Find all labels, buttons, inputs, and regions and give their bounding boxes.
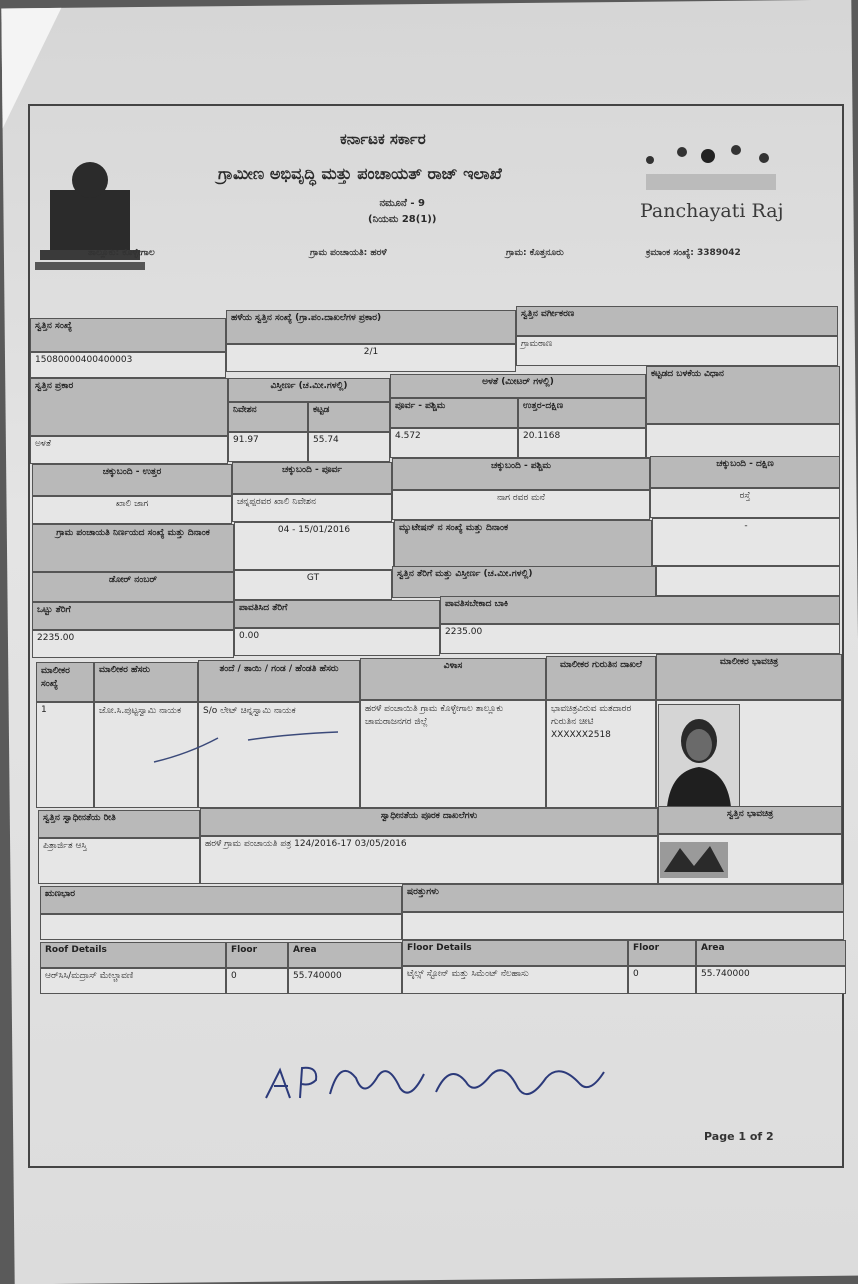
property-type-value: ಅಳತೆ: [30, 436, 228, 464]
door-number-value: GT: [234, 570, 392, 600]
handwritten-signature: [260, 1048, 620, 1118]
area-value-1: 55.740000: [288, 968, 402, 994]
owner-relation: S/o ಲೇಟ್ ಚಿನ್ನಸ್ವಾಮಿ ನಾಯಕ: [198, 702, 360, 808]
north-boundary-label: ಚಕ್ಕುಬಂದಿ - ಉತ್ತರ: [32, 464, 232, 496]
floor-value-2: 0: [628, 966, 696, 994]
owner-number-header: ಮಾಲೀಕರ ಸಂಖ್ಯೆ: [36, 662, 94, 702]
road-label: ಖಾಲಿ ಜಾಗ: [32, 496, 232, 524]
area-label: ವಿಸ್ತೀರ್ಣ (ಚ.ಮೀ.ಗಳಲ್ಲಿ): [228, 378, 390, 402]
total-tax-value: 2235.00: [32, 630, 234, 658]
property-type-label: ಸ್ವತ್ತಿನ ಪ್ರಕಾರ: [30, 378, 228, 436]
department-title: ಗ್ರಾಮೀಣ ಅಭಿವೃದ್ಧಿ ಮತ್ತು ಪಂಚಾಯತ್ ರಾಜ್ ಇಲಾಖೆ: [218, 164, 502, 183]
mutation-label: ಮ್ಯುಟೇಷನ್ ನ ಸಂಖ್ಯೆ ಮತ್ತು ದಿನಾಂಕ: [394, 520, 652, 568]
roof-details-header: Roof Details: [40, 942, 226, 968]
form-no: ನಮೂನೆ - 9: [379, 198, 425, 209]
category-label: ಸ್ವತ್ತಿನ ವರ್ಗೀಕರಣ: [516, 306, 838, 336]
category-value: ಗ್ರಾಮಠಾಣ: [516, 336, 838, 366]
area-header-2: Area: [696, 940, 846, 966]
floor-header-1: Floor: [226, 942, 288, 968]
id-doc-header: ಮಾಲೀಕರ ಗುರುತಿನ ದಾಖಲೆ: [546, 656, 656, 700]
measurement-label: ಅಳತೆ (ಮೀಟರ್ ಗಳಲ್ಲಿ): [390, 374, 646, 398]
site-area-label: ನಿವೇಶನ: [228, 402, 308, 432]
acquisition-mode-label: ಸ್ವತ್ತಿನ ಸ್ವಾಧೀನತೆಯ ರೀತಿ: [38, 810, 200, 838]
acquisition-mode-value: ಪಿತ್ರಾರ್ಜಿತ ಆಸ್ತಿ: [38, 838, 200, 884]
property-photo-label: ಸ್ವತ್ತಿನ ಭಾವಚಿತ್ರ: [658, 806, 842, 834]
document-number: ಕ್ರಮಾಂಕ ಸಂಖ್ಯೆ: 3389042: [646, 248, 741, 258]
taluk: ತಾಲ್ಲೂಕು: ಕೊಳ್ಳೇಗಾಲ: [88, 248, 155, 258]
roof-details-value: ಆರ್‌ಸಿಸಿ/ಮದ್ರಾಸ್ ಮೇಲ್ಚಾವಣಿ: [40, 968, 226, 994]
area-header-1: Area: [288, 942, 402, 968]
south-boundary-label: ಚಕ್ಕುಬಂದಿ - ದಕ್ಷಿಣ: [650, 456, 840, 488]
gp-resolution-value: 04 - 15/01/2016: [234, 522, 394, 570]
old-number-value: 2/1: [226, 344, 516, 372]
owner-photo: [658, 704, 740, 808]
building-use-label: ಕಟ್ಟಡದ ಬಳಕೆಯ ವಿಧಾನ: [646, 366, 840, 424]
east-boundary-value: ಚನ್ನಪ್ಪರವರ ಖಾಲಿ ನಿವೇಶನ: [232, 494, 392, 522]
paid-tax-label: ಪಾವತಿಸಿದ ತೆರಿಗೆ: [234, 600, 440, 628]
acquisition-docs-value: ಹರಳೆ ಗ್ರಾಮ ಪಂಚಾಯತಿ ಪತ್ರ 124/2016-17 03/05/2016: [200, 836, 658, 884]
property-photo: [660, 842, 728, 878]
due-tax-value: 2235.00: [440, 624, 840, 654]
panchayati-raj-text: Panchayati Raj: [640, 200, 784, 222]
west-boundary-label: ಚಕ್ಕುಬಂದಿ - ಪಶ್ಚಿಮ: [392, 458, 650, 490]
karnataka-emblem-icon: [30, 150, 150, 280]
property-id-value: 15080000400400003: [30, 352, 226, 378]
property-id-label: ಸ್ವತ್ತಿನ ಸಂಖ್ಯೆ: [30, 318, 226, 352]
north-south-value: 20.1168: [518, 428, 646, 458]
government-title: ಕರ್ನಾಟಕ ಸರ್ಕಾರ: [340, 130, 426, 148]
east-west-label: ಪೂರ್ವ - ಪಶ್ಚಿಮ: [390, 398, 518, 428]
conditions-value: [402, 912, 844, 940]
photo-header: ಮಾಲೀಕರ ಭಾವಚಿತ್ರ: [656, 654, 842, 700]
due-tax-label: ಪಾವತಿಸಬೇಕಾದ ಬಾಕಿ: [440, 596, 840, 624]
conditions-label: ಷರತ್ತುಗಳು: [402, 884, 844, 912]
owner-signature-mark: [148, 724, 348, 768]
panchayati-raj-logo-icon: [636, 140, 796, 240]
door-number-label: ಡೋರ್ ನಂಬರ್: [32, 572, 234, 602]
floor-value-1: 0: [226, 968, 288, 994]
form-number: [368, 196, 436, 228]
total-tax-label: ಒಟ್ಟು ತೆರಿಗೆ: [32, 602, 234, 630]
gp-resolution-label: ಗ್ರಾಮ ಪಂಚಾಯತಿ ನಿರ್ಣಯದ ಸಂಖ್ಯೆ ಮತ್ತು ದಿನಾಂಕ: [32, 524, 234, 572]
gram-panchayat: ಗ್ರಾಮ ಪಂಚಾಯತಿ: ಹರಳೆ: [310, 248, 387, 258]
tax-type-value: [656, 566, 840, 596]
owner-number: 1: [36, 702, 94, 808]
address-header: ವಿಳಾಸ: [360, 658, 546, 700]
acquisition-docs-label: ಸ್ವಾಧೀನತೆಯ ಪೂರಕ ದಾಖಲೆಗಳು: [200, 808, 658, 836]
liabilities-value: [40, 914, 402, 940]
floor-header-2: Floor: [628, 940, 696, 966]
owner-name-header: ಮಾಲೀಕರ ಹೆಸರು: [94, 662, 198, 702]
owner-id-doc: ಭಾವಚಿತ್ರವಿರುವ ಮತದಾರರ ಗುರುತಿನ ಚೀಟಿ XXXXXX2518: [546, 700, 656, 808]
liabilities-label: ಋಣಭಾರ: [40, 886, 402, 914]
tax-type-label: ಸ್ವತ್ತಿನ ತೆರಿಗೆ ಮತ್ತು ವಿಸ್ತೀರ್ಣ (ಚ.ಮೀ.ಗಳಲ್ಲಿ): [392, 566, 656, 598]
built-area-value: 55.74: [308, 432, 390, 462]
area-value-2: 55.740000: [696, 966, 846, 994]
page-number: Page 1 of 2: [704, 1130, 774, 1143]
village: ಗ್ರಾಮ: ಕೊತ್ತನೂರು: [506, 248, 564, 258]
paid-tax-value: 0.00: [234, 628, 440, 656]
relation-header: ತಂದೆ / ತಾಯಿ / ಗಂಡ / ಹೆಂಡತಿ ಹೆಸರು: [198, 660, 360, 702]
north-south-label: ಉತ್ತರ-ದಕ್ಷಿಣ: [518, 398, 646, 428]
owner-address: ಹರಳೆ ಪಂಚಾಯಿತಿ ಗ್ರಾಮ ಕೊಳ್ಳೇಗಾಲ ತಾಲ್ಲೂಕು ಚಾಮರಾಜನಗರ ಜಿಲ್ಲೆ: [360, 700, 546, 808]
floor-details-value: ಟೈಲ್ಸ್ ಸ್ಟೋನ್ ಮತ್ತು ಸಿಮೆಂಟ್ ನೆಲಹಾಸು: [402, 966, 628, 994]
form-rule: (ನಿಯಮ 28(1)): [368, 214, 437, 225]
old-number-label: ಹಳೆಯ ಸ್ವತ್ತಿನ ಸಂಖ್ಯೆ (ಗ್ರಾ.ಪಂ.ದಾಖಲೆಗಳ ಪ್ರಕಾರ): [226, 310, 516, 344]
owner-name: ಜೋ.ಸಿ.ಪುಟ್ಟಸ್ವಾಮಿ ನಾಯಕ: [94, 702, 198, 808]
mutation-value: -: [652, 518, 840, 566]
building-use-value: [646, 424, 840, 458]
site-area-value: 91.97: [228, 432, 308, 462]
east-west-value: 4.572: [390, 428, 518, 458]
west-boundary-value: ನಾಗ ರವರ ಮನೆ: [392, 490, 650, 520]
south-boundary-value: ರಸ್ತೆ: [650, 488, 840, 518]
east-boundary-label: ಚಕ್ಕುಬಂದಿ - ಪೂರ್ವ: [232, 462, 392, 494]
built-area-label: ಕಟ್ಟಡ: [308, 402, 390, 432]
floor-details-header: Floor Details: [402, 940, 628, 966]
